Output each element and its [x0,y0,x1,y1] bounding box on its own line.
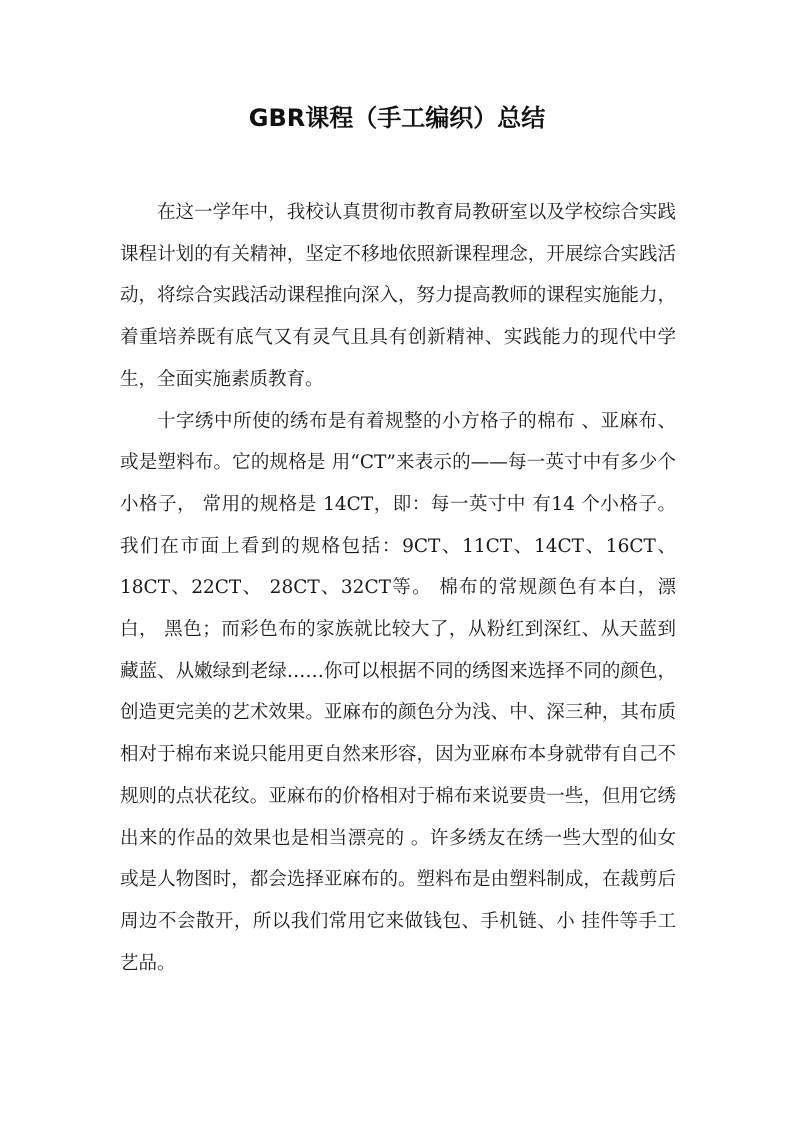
document-title: GBR课程（手工编织）总结 [248,104,546,132]
document-body [120,192,676,984]
paragraph-intro: 在这一学年中，我校认真贯彻市教育局教研室以及学校综合实践课程计划的有关精神，坚定不移地依照新课程理念，开展综合实践活动，将综合实践活动课程推向深入，努力提高教师的课程实施能力，着重培养既有底气又有灵气且具有创新精神、实践能力的现代中学生，全面实施素质教育。 [120,202,676,390]
paragraph-cross-stitch-fabric: 十字绣中所使的绣布是有着规整的小方格子的棉布 、亚麻布、或是塑料布。它的规格是 用“CT”来表示的——每一英寸中有多少个小格子， 常用的规格是 14CT，即：每一英寸中 有14 个小格子。我们在市面上看到的规格包括：9CT、11CT、14CT、16CT、18CT、22CT、 28CT、32CT等。 棉布的常规颜色有本白，漂白， 黑色；而彩色布的家族就比较大了，从粉红到深红、从天蓝到藏蓝、从嫩绿到老绿……你可以根据不同的绣图来选择不同的颜色，创造更完美的艺术效果。亚麻布的颜色分为浅、中、深三种，其布质相对于棉布来说只能用更自然来形容，因为亚麻布本身就带有自己不规则的点状花纹。亚麻布的价格相对于棉布来说要贵一些，但用它绣出来的作品的效果也是相当漂亮的 。许多绣友在绣一些大型的仙女或是人物图时，都会选择亚麻布的。塑料布是由塑料制成，在裁剪后周边不会散开，所以我们常用它来做钱包、手机链、小 挂件等手工艺品。 [120,410,676,974]
